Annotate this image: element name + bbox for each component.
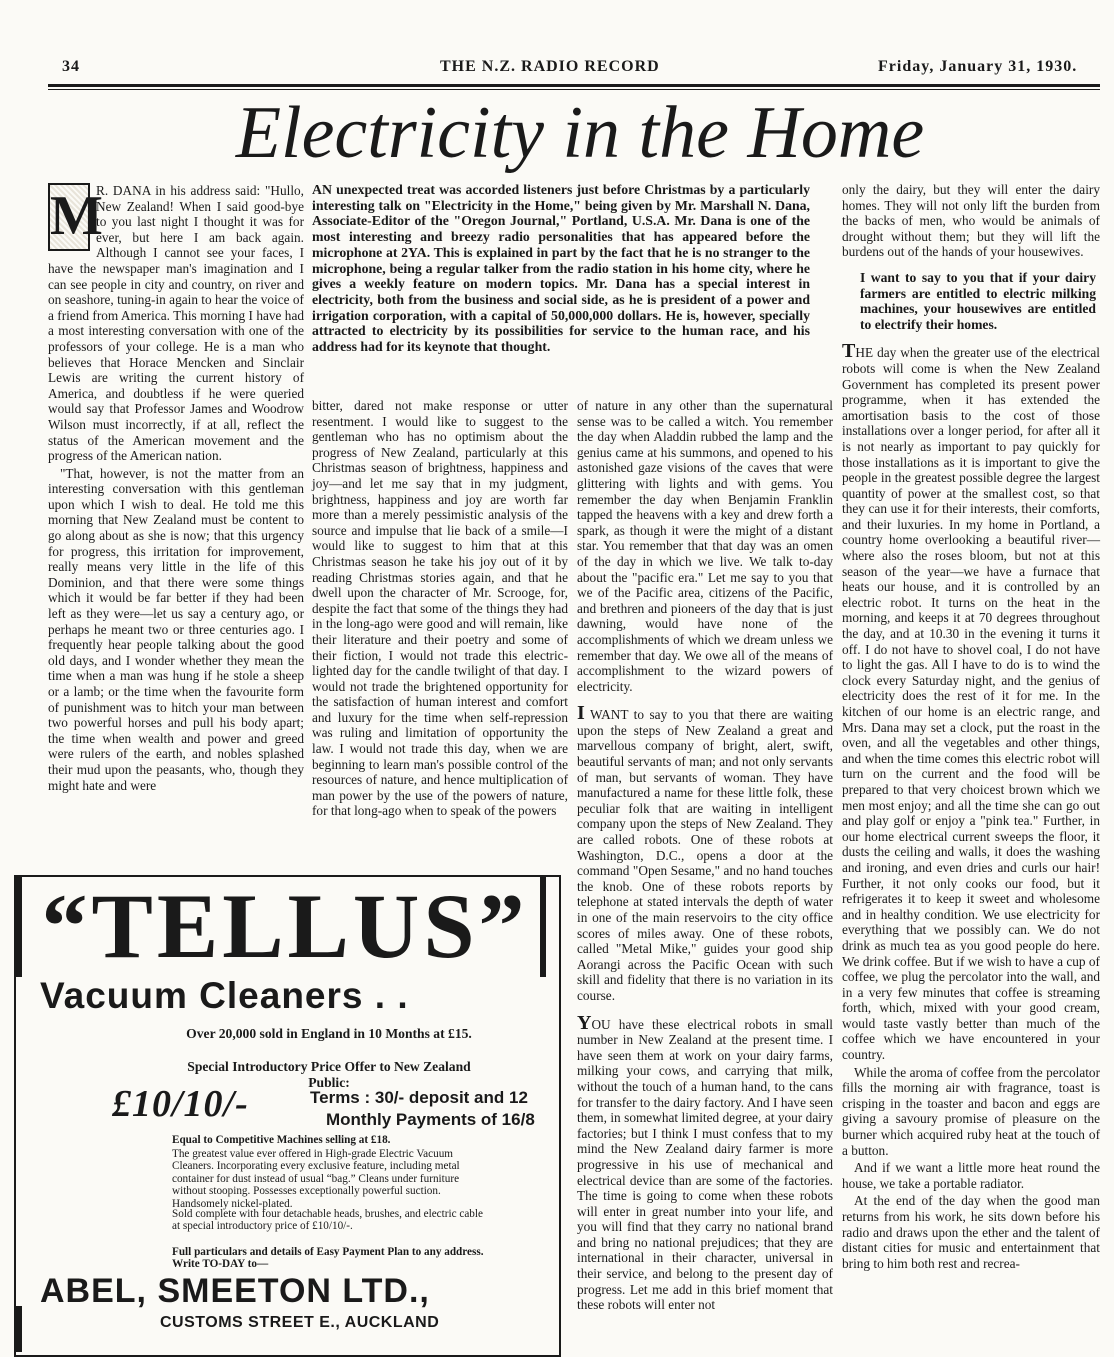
ad-description: Sold complete with four detachable heads, brushes, and electric cable at special introductory price of £10/10/-. xyxy=(172,1208,483,1233)
ad-details: Full particulars and details of Easy Payment Plan to any address. Write TO-DAY to— xyxy=(172,1246,484,1271)
publication-name: THE N.Z. RADIO RECORD xyxy=(440,58,660,75)
ad-address: CUSTOMS STREET E., AUCKLAND xyxy=(160,1314,440,1331)
ad-terms: Terms : 30/- deposit and 12 xyxy=(310,1088,528,1107)
paragraph: While the aroma of coffee from the percolator fills the morning air with fragrance, toast is crisping in the toaster and bacon and eggs are giving a savoury promise of pleasure on the burner which acquired ruby heat at the touch of a button. xyxy=(842,1064,1100,1158)
ad-offer: Special Introductory Price Offer to New Zealand Public: xyxy=(187,1059,471,1090)
header-rule-thin xyxy=(48,89,1100,90)
ad-brand: “TELLUS” xyxy=(41,875,529,977)
ad-price: £10/10/- xyxy=(112,1083,249,1125)
ad-terms: Monthly Payments of 16/8 xyxy=(326,1110,535,1129)
paragraph: THE day when the greater use of the electrical robots will come is when the New Zealand Government has completed its present power programme, when it has extended the amortisation basis to the cost of those installations over a longer period, for after all it is not nearly as important to pay quickly for those installations as it is important to give the people in the greatest possible degree the largest quantity of power at the smallest cost, so that they can use it for their interests, their comforts, and their luxuries. In my home in Portland, a country home overlooking a beautiful river—where also the roses bloom, but not at this season of the year—we have a furnace that heats our house, and it is controlled by an electric robot. It turns on the heat in the morning, and keeps it at 70 degrees throughout the day, and at 10.30 in the evening it turns it off. I do not have to shovel coal, I do not have to light the gas. All I have to do is to wind the clock every Saturday night, and the genius of electricity does the rest of it for me. In the kitchen of our home is an electric range, and Mrs. Dana may set a clock, put the roast in the oven, and all the vegetables and other things, and when the time comes this electric robot will turn on the current and the food will be prepared to that very choicest brown which we men most enjoy; and all the time she can go out and play golf or enjoy a "pink tea." Further, in our home electrical current sweeps the floor, it dusts the ceiling and walls, it does the washing and ironing, and even dries and curls our hair! Further, it not only cooks our food, but it refrigerates it to keep it sweet and wholesome and in healthy condition. We use electricity for everything that we possibly can. We do not drink as much tea as you good people do here. We drink coffee. But if we wish to have a cup of coffee, we plug the percolator into the wall, and in a very few minutes that coffee is streaming forth, which, mixed with your good cream, would taste vastly better than much of the coffee which we have encountered in your country. xyxy=(842,340,1100,1063)
paragraph: of nature in any other than the supernatural sense was to be called a witch. You remember the day when Aladdin rubbed the lamp and the genius came at his summons, and opened to his astonished gaze visions of the caves that were glittering with lights and with gems. You remember the day when Benjamin Franklin tapped the heavens with a key and drew forth a spark, as though it were the might of a distant star. You remember that that day was an omen of the day in which we live. We talk to-day about the "pacific era." Let me say to you that we of the Pacific area, citizens of the Pacific, and brethren and pioneers of the day that is just dawning, would have none of the accomplishments of which we dream unless we remember that day. We owe all of the means of accomplishment to the wizard powers of electricity. xyxy=(577,398,833,694)
paragraph: "That, however, is not the matter from an interesting conversation with this gentleman upon which I wish to deal. He told me this morning that New Zealand must be content to go along about as she is now; that this urgency for progress, this irritation for improvement, really means very little in the life of this Dominion, and that there were some things which it would be far better if they had been left as they were—let us say a century ago, or perhaps he meant two or three centuries ago. I frequently hear people talking about the good old days, and I wonder whether they mean the time when a man was hung if he stole a sheep or a lamb; or the time when the favourite form of punishment was to hitch your man between two powerful horses and pull his body apart; the time when wealth and power and greed were rulers of the earth, and nobles splashed their mud upon the peasants, who, though they might hate and were xyxy=(48,465,304,793)
ad-product: Vacuum Cleaners . . xyxy=(40,975,409,1016)
paragraph: only the dairy, but they will enter the dairy homes. They will not only lift the burden from the backs of men, who would be animals of drought without them; but they will lift the burdens out of the hands of your housewives. xyxy=(842,182,1100,260)
column-3 xyxy=(577,398,833,1315)
column-4 xyxy=(842,182,1100,1273)
page-number: 34 xyxy=(62,58,80,75)
column-1 xyxy=(48,183,304,795)
article-intro: AN unexpected treat was accorded listeners just before Christmas by a particularly interesting talk on "Electricity in the Home," being given by Mr. Marshall N. Dana, Associate-Editor of the "Oregon Journal," Portland, U.S.A. Mr. Dana is one of the most interesting and breezy radio personalities that has appeared before the microphone at 2YA. This is explained in part by the fact that he is no stranger to the microphone, being a regular talker from the radio station in his home city, where he gives a weekly feature on modern topics. Mr. Dana has a special interest in electricity, both from the business and social side, as he is president of a power and irrigation corporation, with a capital of 50,000,000 dollars. He is, however, specially attracted to electricity by its possibilities for service to the human race, and his address had for its keynote that thought. xyxy=(312,182,810,355)
paragraph: I WANT to say to you that there are waiting upon the steps of New Zealand a great and marvellous company of bright, alert, swift, beautiful servants of man; and not only servants of man, but servants of woman. They have manufactured a name for these little folk, these peculiar folk that are waiting in intelligent company upon the steps of New Zealand. They are called robots. One of these robots at Washington, D.C., opens a door at the command "Open Sesame," and no hand touches the knob. One of these robots reports by telephone at stated intervals the depth of water in one of the main reservoirs to the city office scores of miles away. One of these robots, called "Metal Mike," guides your good ship Aorangi across the Pacific Ocean with such skill and fidelity that there is no variation in its course. xyxy=(577,702,833,1003)
header-rule xyxy=(48,84,1100,87)
ad-company: ABEL, SMEETON LTD., xyxy=(40,1272,430,1310)
pull-quote: I want to say to you that if your dairy farmers are entitled to electric milking machines, your housewives are entitled to electrify their homes. xyxy=(860,269,1096,332)
ad-bar xyxy=(540,877,546,977)
column-2 xyxy=(312,398,568,821)
ad-description: The greatest value ever offered in High-grade Electric Vacuum Cleaners. Incorporating every exclusive feature, including metal container for dust instead of usual “bag.” Cleans under furniture without stooping. Possesses exceptionally powerful suction. Handsomely nickel-plated. xyxy=(172,1148,460,1210)
paragraph: YOU have these electrical robots in small number in New Zealand at the present time. I have seen them at work on your dairy farms, milking your cows, and carrying that milk, without the touch of a human hand, to the cans for transfer to the dairy factory. And I have seen them, in somewhat limited degree, at your dairy factories; but I think I must confess that to my mind the New Zealand dairy farmer is more progressive in his use of mechanical and electrical device than are some of the factories. The time is going to come when these robots will enter in great number into your life, and you will find that they carry no national brand and bring no national prejudices; that they are international in their character, universal in their service, and belong to the present day of progress. Let me add in this brief moment that these robots will enter not xyxy=(577,1011,833,1313)
ad-equal: Equal to Competitive Machines selling at £18. xyxy=(172,1134,391,1146)
issue-date: Friday, January 31, 1930. xyxy=(878,58,1078,75)
drop-cap: M xyxy=(48,183,90,251)
paragraph: R. DANA in his address said: "Hullo, New Zealand! When I said good-bye to you last night I thought it was for ever, but here I am back again. Although I cannot see your faces, I have the newspaper man's imagination and I can see people in city and country, on river and on seashore, tuning-in again to hear the voice of a friend from America. This morning I have had a most interesting conversation with one of the professors of your college. He is a man who believes that Horace Mencken and Sinclair Lewis are writing the current history of America, and doubtless if he were queried would say that Professor James and Woodrow Wilson must incorrectly, if at all, reflect the status of the American movement and the progress of the American nation. xyxy=(48,183,304,464)
ad-sales: Over 20,000 sold in England in 10 Months at £15. xyxy=(186,1026,472,1041)
article-title: Electricity in the Home xyxy=(235,92,925,174)
ad-bar xyxy=(16,877,22,977)
paragraph: And if we want a little more heat round the house, we take a portable radiator. xyxy=(842,1160,1100,1191)
paragraph: bitter, dared not make response or utter resentment. I would like to suggest to the gentleman who has no optimism about the progress of New Zealand, particularly at this Christmas season of brightness, happiness and joy—and let me say that in my judgment, brightness, happiness and joy are worth far more than a merely pessimistic analysis of the source and impulse that lie back of a smile—I would like to suggest to him that at this Christmas season he take his joy out of it by reading Christmas stories again, and that he dwell upon the character of Mr. Scrooge, for, despite the fact that some of the things they had in the long-ago were good and will remain, like their literature and their poetry and some of their fiction, I would not trade this electric-lighted day for the candle twilight of that day. I would not trade the brightened opportunity for the satisfaction of human interest and comfort and luxury for the time when self-repression was ruling and limitation of opportunity the law. I would not trade this day, when we are beginning to learn man's possible control of the resources of nature, and hence multiplication of man power by the use of the powers of nature, for that long-ago when to speak of the powers xyxy=(312,398,568,819)
paragraph: At the end of the day when the good man returns from his work, he sits down before his radio and draws upon the ether and the talent of distant cities for music and entertainment that bring to him both rest and recrea- xyxy=(842,1193,1100,1271)
ad-bar xyxy=(16,1306,22,1352)
